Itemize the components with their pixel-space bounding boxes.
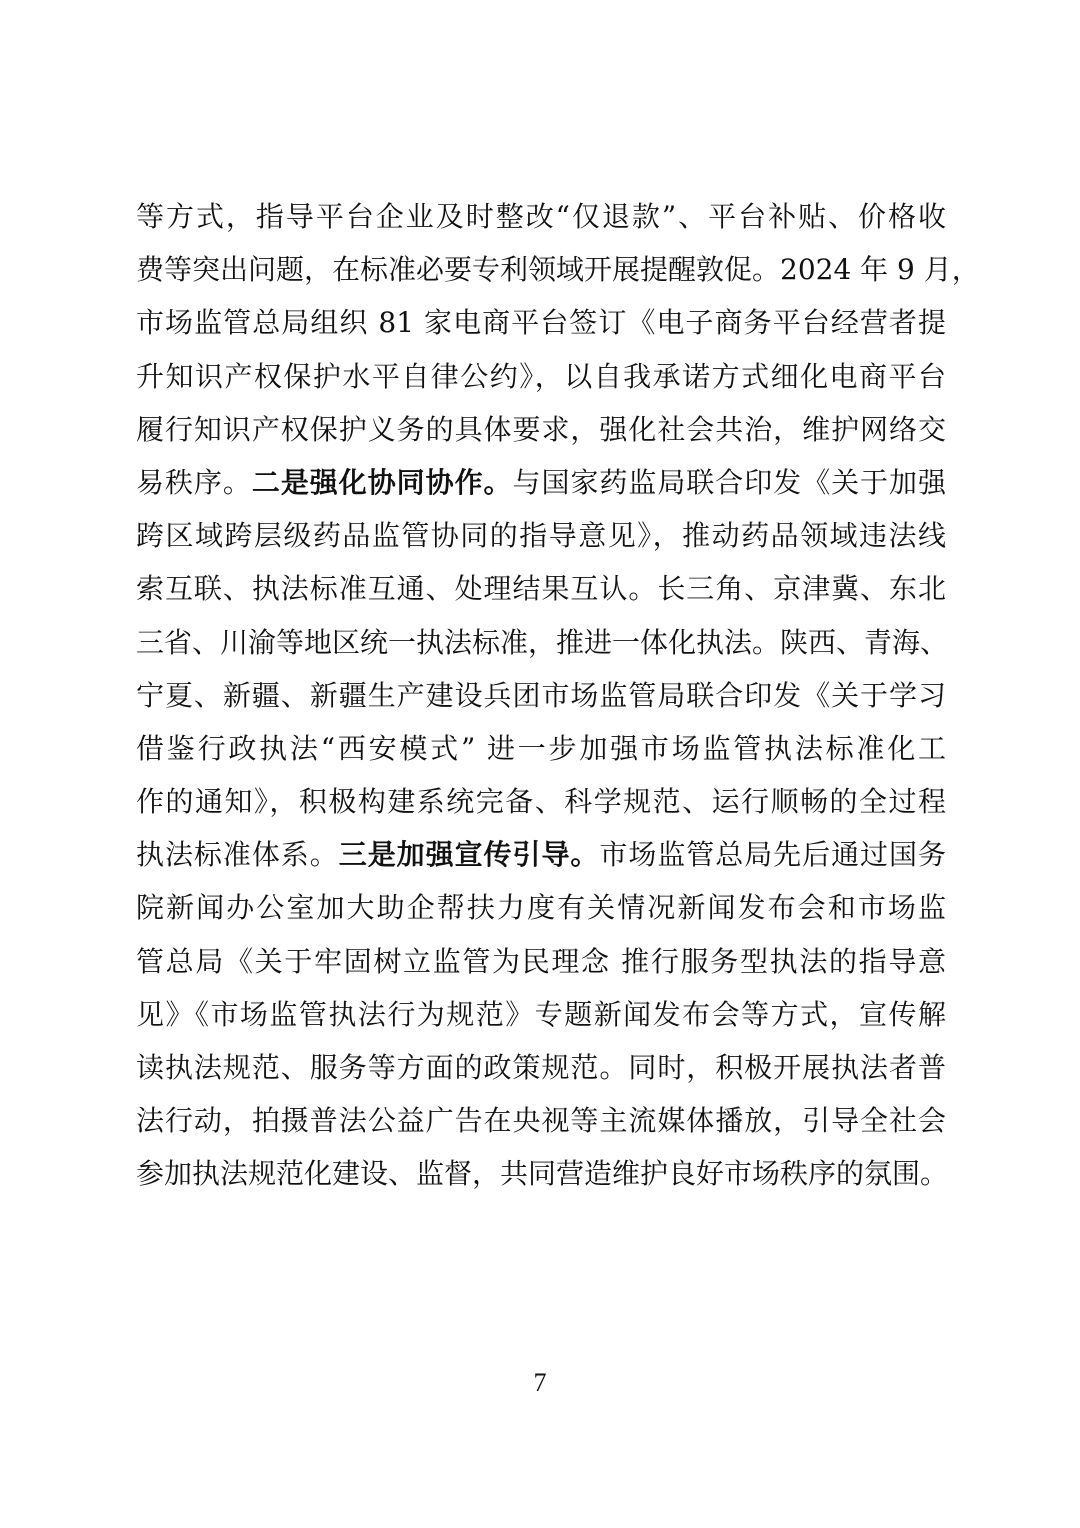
text-line [136, 562, 946, 615]
text-segment: 索互联、执法标准互通、处理结果互认。长三角、京津冀、东北 [136, 572, 946, 606]
text-segment: 法行动，拍摄普法公益广告在央视等主流媒体播放，引导全社会 [136, 1104, 946, 1138]
text-line [136, 1094, 946, 1147]
text-segment: 读执法规范、服务等方面的政策规范。同时，积极开展执法者普 [136, 1051, 946, 1084]
page-number: 7 [533, 1368, 547, 1397]
text-line [136, 988, 946, 1041]
text-segment: 参加执法规范化建设、监督，共同营造维护良好市场秩序的氛围。 [136, 1157, 949, 1191]
text-segment: 执法标准体系。 [136, 838, 339, 872]
text-line [136, 828, 946, 881]
text-segment: 院新闻办公室加大助企帮扶力度有关情况新闻发布会和市场监 [136, 891, 946, 925]
text-segment: 履行知识产权保护义务的具体要求，强化社会共治，维护网络交 [136, 412, 946, 446]
text-segment: 借鉴行政执法“西安模式” 进一步加强市场监管执法标准化工 [136, 731, 946, 765]
text-line [136, 1041, 946, 1094]
text-segment: 见》《市场监管执法行为规范》专题新闻发布会等方式，宣传解 [136, 997, 946, 1031]
text-segment: 与国家药监局联合印发《关于加强 [512, 465, 946, 499]
text-segment: 市场监管总局先后通过国务 [599, 838, 946, 872]
text-segment: 管总局《关于牢固树立监管为民理念 推行服务型执法的指导意 [136, 944, 946, 978]
text-line [136, 1147, 949, 1200]
text-segment: 等方式，指导平台企业及时整改“仅退款”、平台补贴、价格收 [136, 200, 946, 233]
text-line [136, 722, 946, 775]
text-line [136, 935, 946, 988]
text-line [136, 616, 949, 669]
text-line [136, 775, 946, 828]
text-segment: 升知识产权保护水平自律公约》，以自我承诺方式细化电商平台 [136, 359, 946, 393]
text-line [136, 456, 946, 509]
text-line [136, 403, 946, 456]
text-segment: 易秩序。 [136, 465, 252, 499]
text-line [136, 509, 946, 562]
text-segment: 三省、川渝等地区统一执法标准，推进一体化执法。陕西、青海、 [136, 625, 949, 659]
body-text [136, 190, 980, 1201]
bold-heading-text: 二是强化协同协作。 [251, 465, 513, 499]
text-segment: 跨区域跨层级药品监管协同的指导意见》，推动药品领域违法线 [136, 519, 946, 553]
text-line [136, 296, 946, 349]
text-segment: 费等突出问题，在标准必要专利领域开展提醒敦促。2024 年 9 月， [136, 253, 980, 287]
text-line [136, 350, 946, 403]
bold-heading-text: 三是加强宣传引导。 [338, 838, 600, 872]
text-line [136, 190, 946, 243]
text-line [136, 243, 980, 296]
text-line [136, 669, 946, 722]
text-segment: 宁夏、新疆、新疆生产建设兵团市场监管局联合印发《关于学习 [136, 678, 946, 712]
text-segment: 作的通知》，积极构建系统完备、科学规范、运行顺畅的全过程 [136, 785, 946, 819]
text-line [136, 881, 946, 934]
text-segment: 市场监管总局组织 81 家电商平台签订《电子商务平台经营者提 [136, 306, 946, 340]
